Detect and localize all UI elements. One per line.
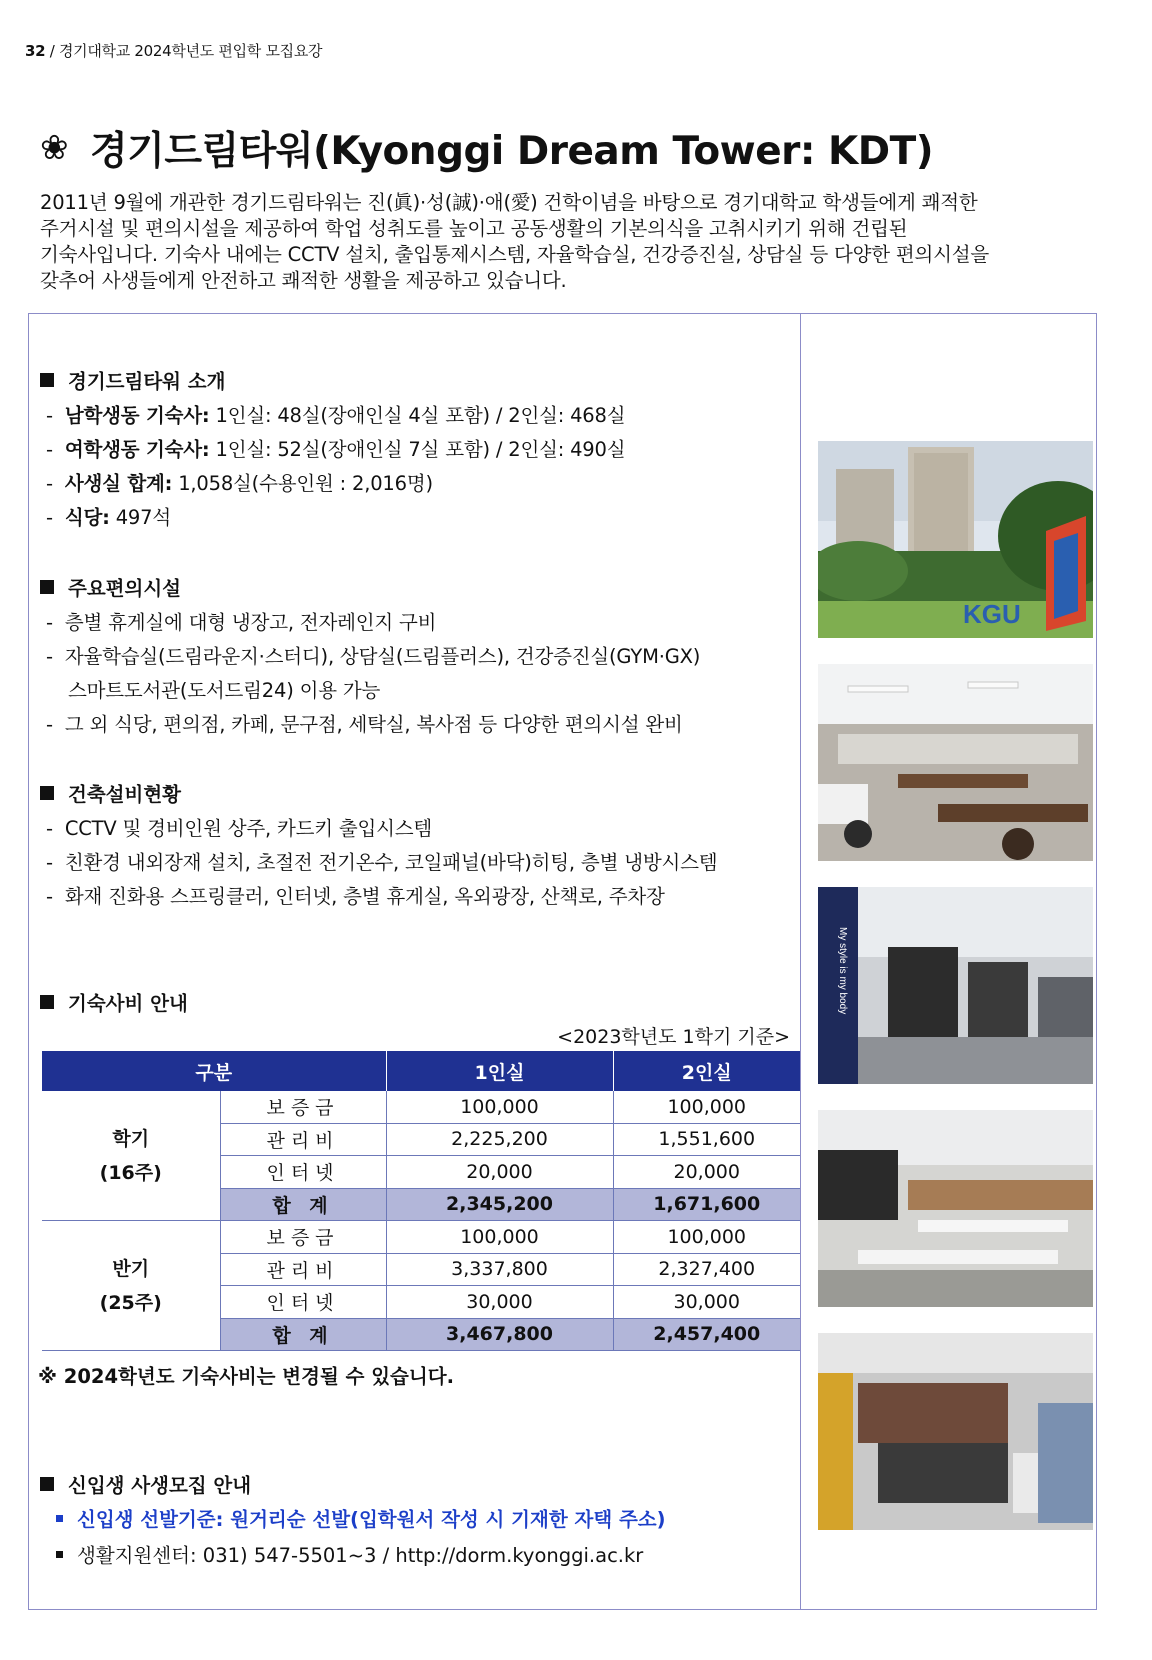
admission-contact — [56, 1540, 643, 1568]
intro-line: 2011년 9월에 개관한 경기드림타워는 진(眞)·성(誠)·애(愛) 건학이념을 바탕으로 경기대학교 학생들에게 쾌적한 — [40, 191, 978, 214]
header-cell: 1인실 — [386, 1051, 613, 1091]
list-item — [46, 434, 625, 462]
flower-icon: ❀ — [40, 128, 68, 168]
double-value: 2,457,400 — [613, 1318, 800, 1351]
dash: - — [46, 611, 53, 634]
intro-line: 기숙사입니다. 기숙사 내에는 CCTV 설치, 출입통제시스템, 자율학습실, 건강증진실, 상담실 등 다양한 편의시설을 — [40, 243, 990, 266]
row-label: 합 계 — [220, 1318, 386, 1351]
group-cell — [42, 1221, 220, 1351]
section-title: 주요편의시설 — [68, 577, 182, 600]
row-label: 합 계 — [220, 1188, 386, 1221]
row-label: 인터넷 — [220, 1156, 386, 1189]
page-title-text: 경기드림타워(Kyonggi Dream Tower: KDT) — [90, 129, 934, 174]
page-title — [40, 120, 933, 176]
intro-line: 갖추어 사생들에게 안전하고 쾌적한 생활을 제공하고 있습니다. — [40, 269, 567, 292]
list-item — [46, 468, 433, 496]
row-label: 보증금 — [220, 1091, 386, 1123]
square-bullet-icon — [40, 995, 54, 1009]
item-text: 자율학습실(드림라운지·스터디), 상담실(드림플러스), 건강증진실(GYM·GX) — [64, 645, 701, 668]
row-label: 보증금 — [220, 1221, 386, 1254]
dash: - — [46, 713, 53, 736]
list-item — [46, 813, 432, 841]
page-number: 32 — [25, 42, 46, 60]
item-text: 그 외 식당, 편의점, 카페, 문구점, 세탁실, 복사점 등 다양한 편의시설 완비 — [64, 713, 683, 736]
dash: - — [46, 851, 53, 874]
double-value: 20,000 — [613, 1156, 800, 1189]
row-label: 관리비 — [220, 1123, 386, 1156]
group-period: (25주) — [99, 1291, 162, 1314]
admission-criteria — [56, 1504, 666, 1532]
list-item — [46, 881, 665, 909]
item-text: 스마트도서관(도서드림24) 이용 가능 — [68, 679, 381, 702]
group-name: 반기 — [112, 1257, 150, 1280]
item-text: 497석 — [109, 506, 171, 529]
single-value: 30,000 — [386, 1286, 613, 1319]
document-title: 경기대학교 2024학년도 편입학 모집요강 — [58, 42, 323, 60]
list-item — [46, 607, 436, 635]
square-bullet-icon — [40, 1477, 54, 1491]
double-value: 100,000 — [613, 1221, 800, 1254]
convenience-store-photo — [818, 1333, 1093, 1530]
page-header — [25, 40, 322, 61]
contact-text: 생활지원센터: 031) 547-5501~3 / http://dorm.kyonggi.ac.kr — [77, 1544, 644, 1567]
section-heading-fees — [40, 988, 188, 1016]
double-value: 1,671,600 — [613, 1188, 800, 1221]
header-separator: / — [49, 42, 55, 60]
item-text: 1인실: 48실(장애인실 4실 포함) / 2인실: 468실 — [209, 404, 626, 427]
single-value: 3,337,800 — [386, 1253, 613, 1286]
dash: - — [46, 472, 53, 495]
item-text: 화재 진화용 스프링클러, 인터넷, 층별 휴게실, 옥외광장, 산책로, 주차장 — [64, 885, 665, 908]
double-value: 30,000 — [613, 1286, 800, 1319]
list-item — [46, 847, 717, 875]
section-heading-facilities — [40, 573, 181, 601]
list-item-continuation — [68, 675, 380, 703]
dash: - — [46, 645, 53, 668]
square-bullet-icon — [40, 580, 54, 594]
dash: - — [46, 817, 53, 840]
item-text: 1,058실(수용인원 : 2,016명) — [172, 472, 433, 495]
list-item — [46, 641, 700, 669]
section-title: 기숙사비 안내 — [68, 992, 188, 1015]
square-bullet-icon — [40, 786, 54, 800]
bullet-icon — [56, 1515, 63, 1522]
square-bullet-icon — [40, 373, 54, 387]
item-label: 식당: — [64, 506, 110, 529]
section-title: 경기드림타워 소개 — [68, 370, 226, 393]
kgu-logo-text: KGU — [963, 599, 1021, 629]
table-row — [42, 1221, 800, 1254]
group-cell — [42, 1091, 220, 1221]
header-cell: 2인실 — [613, 1051, 800, 1091]
single-value: 2,225,200 — [386, 1123, 613, 1156]
group-name: 학기 — [112, 1127, 150, 1150]
item-text: CCTV 및 경비인원 상주, 카드키 출입시스템 — [64, 817, 433, 840]
gym-photo — [818, 887, 1093, 1084]
dash: - — [46, 438, 53, 461]
lounge-photo — [818, 664, 1093, 861]
item-text: 층별 휴게실에 대형 냉장고, 전자레인지 구비 — [64, 611, 437, 634]
row-label: 인터넷 — [220, 1286, 386, 1319]
single-value: 3,467,800 — [386, 1318, 613, 1351]
section-heading-building — [40, 779, 181, 807]
section-title: 건축설비현황 — [68, 783, 182, 806]
dash: - — [46, 506, 53, 529]
column-divider — [800, 313, 801, 1610]
row-label: 관리비 — [220, 1253, 386, 1286]
fee-change-notice: ※ 2024학년도 기숙사비는 변경될 수 있습니다. — [38, 1365, 454, 1388]
section-heading-admission — [40, 1470, 251, 1498]
single-value: 20,000 — [386, 1156, 613, 1189]
item-label: 여학생동 기숙사: — [64, 438, 210, 461]
criteria-text: 신입생 선발기준: 원거리순 선발(입학원서 작성 시 기재한 자택 주소) — [77, 1508, 666, 1531]
fee-table — [42, 1051, 800, 1351]
list-item — [46, 502, 171, 530]
cafeteria-photo — [818, 1110, 1093, 1307]
item-text: 1인실: 52실(장애인실 7실 포함) / 2인실: 490실 — [209, 438, 626, 461]
bullet-icon — [56, 1551, 63, 1558]
header-cell: 구분 — [42, 1051, 386, 1091]
item-text: 친환경 내외장재 설치, 초절전 전기온수, 코일패널(바닥)히팅, 층별 냉방시스템 — [64, 851, 718, 874]
list-item — [46, 400, 625, 428]
intro-paragraph — [40, 190, 1090, 294]
list-item — [46, 709, 683, 737]
dash: - — [46, 885, 53, 908]
group-period: (16주) — [99, 1161, 162, 1184]
dash: - — [46, 404, 53, 427]
double-value: 2,327,400 — [613, 1253, 800, 1286]
single-value: 100,000 — [386, 1221, 613, 1254]
intro-line: 주거시설 및 편의시설을 제공하여 학업 성취도를 높이고 공동생활의 기본의식을 고취시키기 위해 건립된 — [40, 217, 908, 240]
section-heading-intro — [40, 366, 226, 394]
item-label: 남학생동 기숙사: — [64, 404, 210, 427]
table-row — [42, 1091, 800, 1123]
table-header-row — [42, 1051, 800, 1091]
double-value: 100,000 — [613, 1091, 800, 1123]
single-value: 2,345,200 — [386, 1188, 613, 1221]
single-value: 100,000 — [386, 1091, 613, 1123]
dormitory-exterior-photo — [818, 441, 1093, 638]
item-label: 사생실 합계: — [64, 472, 173, 495]
double-value: 1,551,600 — [613, 1123, 800, 1156]
fee-basis-note: <2023학년도 1학기 기준> — [557, 1026, 790, 1048]
section-title: 신입생 사생모집 안내 — [68, 1474, 252, 1497]
gym-wall-text: My style is my body — [837, 927, 848, 1015]
